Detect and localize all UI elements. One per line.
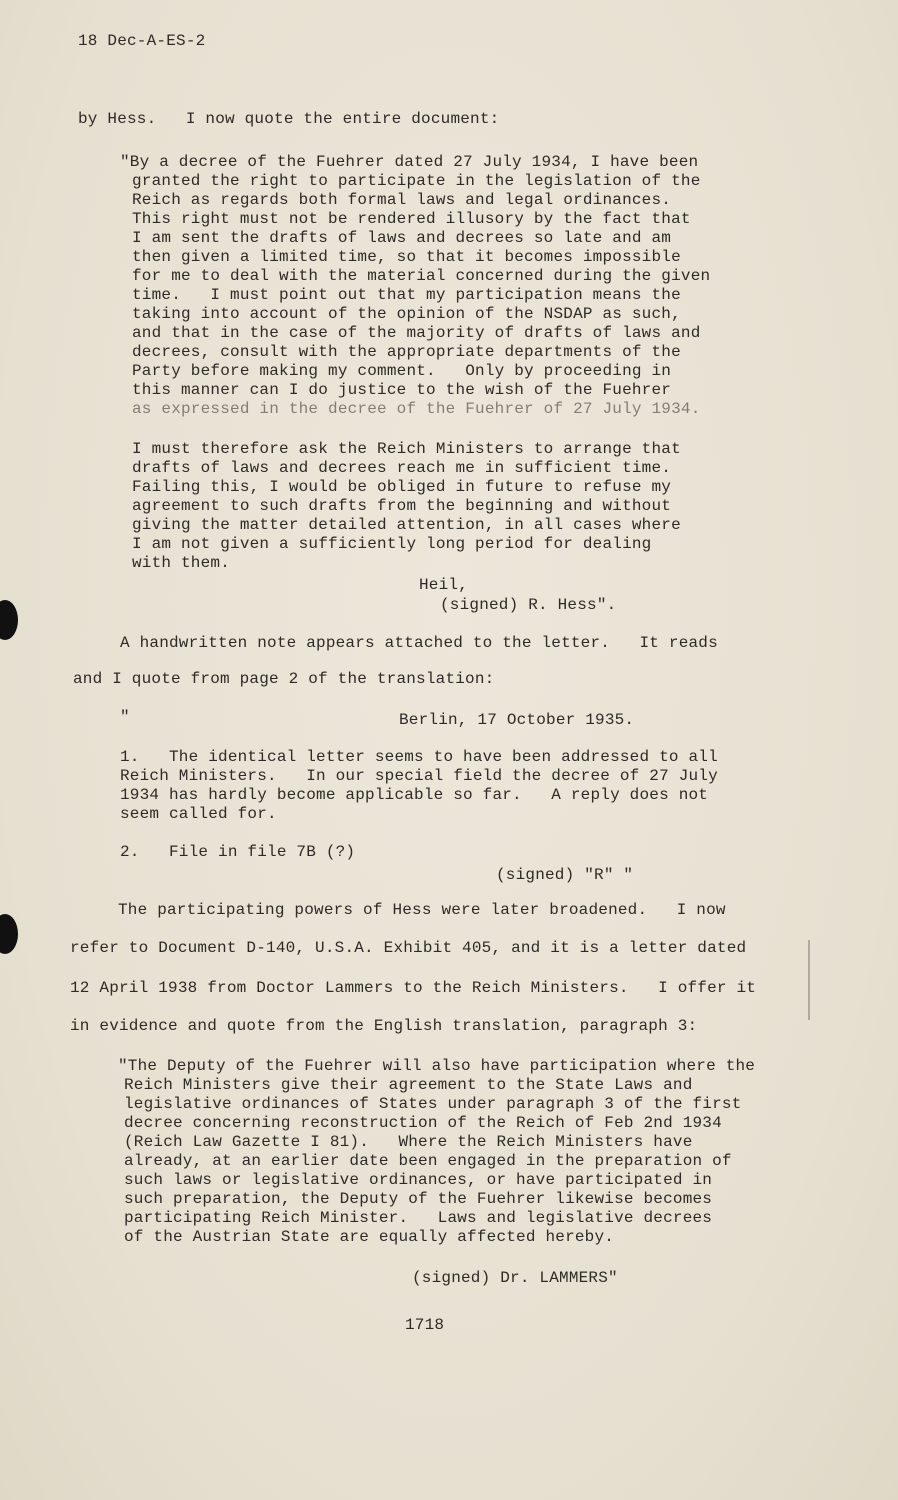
signature-lammers: (signed) Dr. LAMMERS" <box>412 1269 618 1287</box>
text-line: seem called for. <box>120 805 277 823</box>
signature-r: (signed) "R" " <box>496 866 634 884</box>
page-number: 1718 <box>405 1316 445 1334</box>
text-line: Failing this, I would be obliged in future to refuse my <box>132 478 672 496</box>
text-line: decrees, consult with the appropriate departments of the <box>132 343 681 361</box>
text-line: of the Austrian State are equally affected hereby. <box>124 1228 615 1246</box>
text-line-faded: as expressed in the decree of the Fuehrer of 27 July 1934. <box>132 400 701 418</box>
text-line: for me to deal with the material concerned during the given <box>132 267 711 285</box>
note-open-quote: " <box>120 708 130 726</box>
text-line: in evidence and quote from the English translation, paragraph 3: <box>70 1017 698 1035</box>
text-line: The participating powers of Hess were later broadened. I now <box>118 901 726 919</box>
text-line: with them. <box>132 554 231 572</box>
text-line: granted the right to participate in the legislation of the <box>132 172 701 190</box>
text-line: and I quote from page 2 of the translation: <box>73 670 495 688</box>
text-line: "The Deputy of the Fuehrer will also have participation where the <box>118 1057 756 1075</box>
signature-hess: (signed) R. Hess". <box>440 596 617 614</box>
punch-hole <box>0 600 18 640</box>
text-line: this manner can I do justice to the wish of the Fuehrer <box>132 381 672 399</box>
text-line: already, at an earlier date been engaged in the preparation of <box>124 1152 732 1170</box>
text-line: giving the matter detailed attention, in all cases where <box>132 516 681 534</box>
text-line: agreement to such drafts from the beginning and without <box>132 497 672 515</box>
text-line: such laws or legislative ordinances, or have participated in <box>124 1171 713 1189</box>
text-line: Party before making my comment. Only by proceeding in <box>132 362 672 380</box>
text-line: Reich Ministers. In our special field the decree of 27 July <box>120 767 718 785</box>
text-line: time. I must point out that my participation means the <box>132 286 681 304</box>
text-line: "By a decree of the Fuehrer dated 27 July 1934, I have been <box>120 153 699 171</box>
text-line: decree concerning reconstruction of the Reich of Feb 2nd 1934 <box>124 1114 722 1132</box>
text-line: Reich Ministers give their agreement to the State Laws and <box>124 1076 693 1094</box>
text-line: Reich as regards both formal laws and legal ordinances. <box>132 191 672 209</box>
text-line: legislative ordinances of States under paragraph 3 of the first <box>124 1095 742 1113</box>
margin-mark <box>808 940 810 1020</box>
text-line: then given a limited time, so that it becomes impossible <box>132 248 681 266</box>
text-line: such preparation, the Deputy of the Fuehrer likewise becomes <box>124 1190 713 1208</box>
document-reference: 18 Dec-A-ES-2 <box>78 32 206 50</box>
text-line: taking into account of the opinion of the NSDAP as such, <box>132 305 681 323</box>
punch-hole <box>0 914 18 954</box>
intro-line: by Hess. I now quote the entire document: <box>78 110 500 128</box>
text-line: I am sent the drafts of laws and decrees so late and am <box>132 229 672 247</box>
text-line: 12 April 1938 from Doctor Lammers to the Reich Ministers. I offer it <box>70 979 757 997</box>
text-line: refer to Document D-140, U.S.A. Exhibit 405, and it is a letter dated <box>70 939 747 957</box>
text-line: participating Reich Minister. Laws and legislative decrees <box>124 1209 713 1227</box>
text-line: I am not given a sufficiently long period for dealing <box>132 535 652 553</box>
note-item-2: 2. File in file 7B (?) <box>120 843 356 861</box>
text-line: and that in the case of the majority of drafts of laws and <box>132 324 701 342</box>
text-line: A handwritten note appears attached to the letter. It reads <box>120 634 718 652</box>
salutation: Heil, <box>419 576 469 594</box>
text-line: This right must not be rendered illusory by the fact that <box>132 210 691 228</box>
text-line: drafts of laws and decrees reach me in sufficient time. <box>132 459 672 477</box>
note-dateline: Berlin, 17 October 1935. <box>399 711 635 729</box>
text-line: 1. The identical letter seems to have been addressed to all <box>120 748 718 766</box>
text-line: 1934 has hardly become applicable so far. A reply does not <box>120 786 709 804</box>
text-line: I must therefore ask the Reich Ministers to arrange that <box>132 440 681 458</box>
text-line: (Reich Law Gazette I 81). Where the Reich Ministers have <box>124 1133 693 1151</box>
